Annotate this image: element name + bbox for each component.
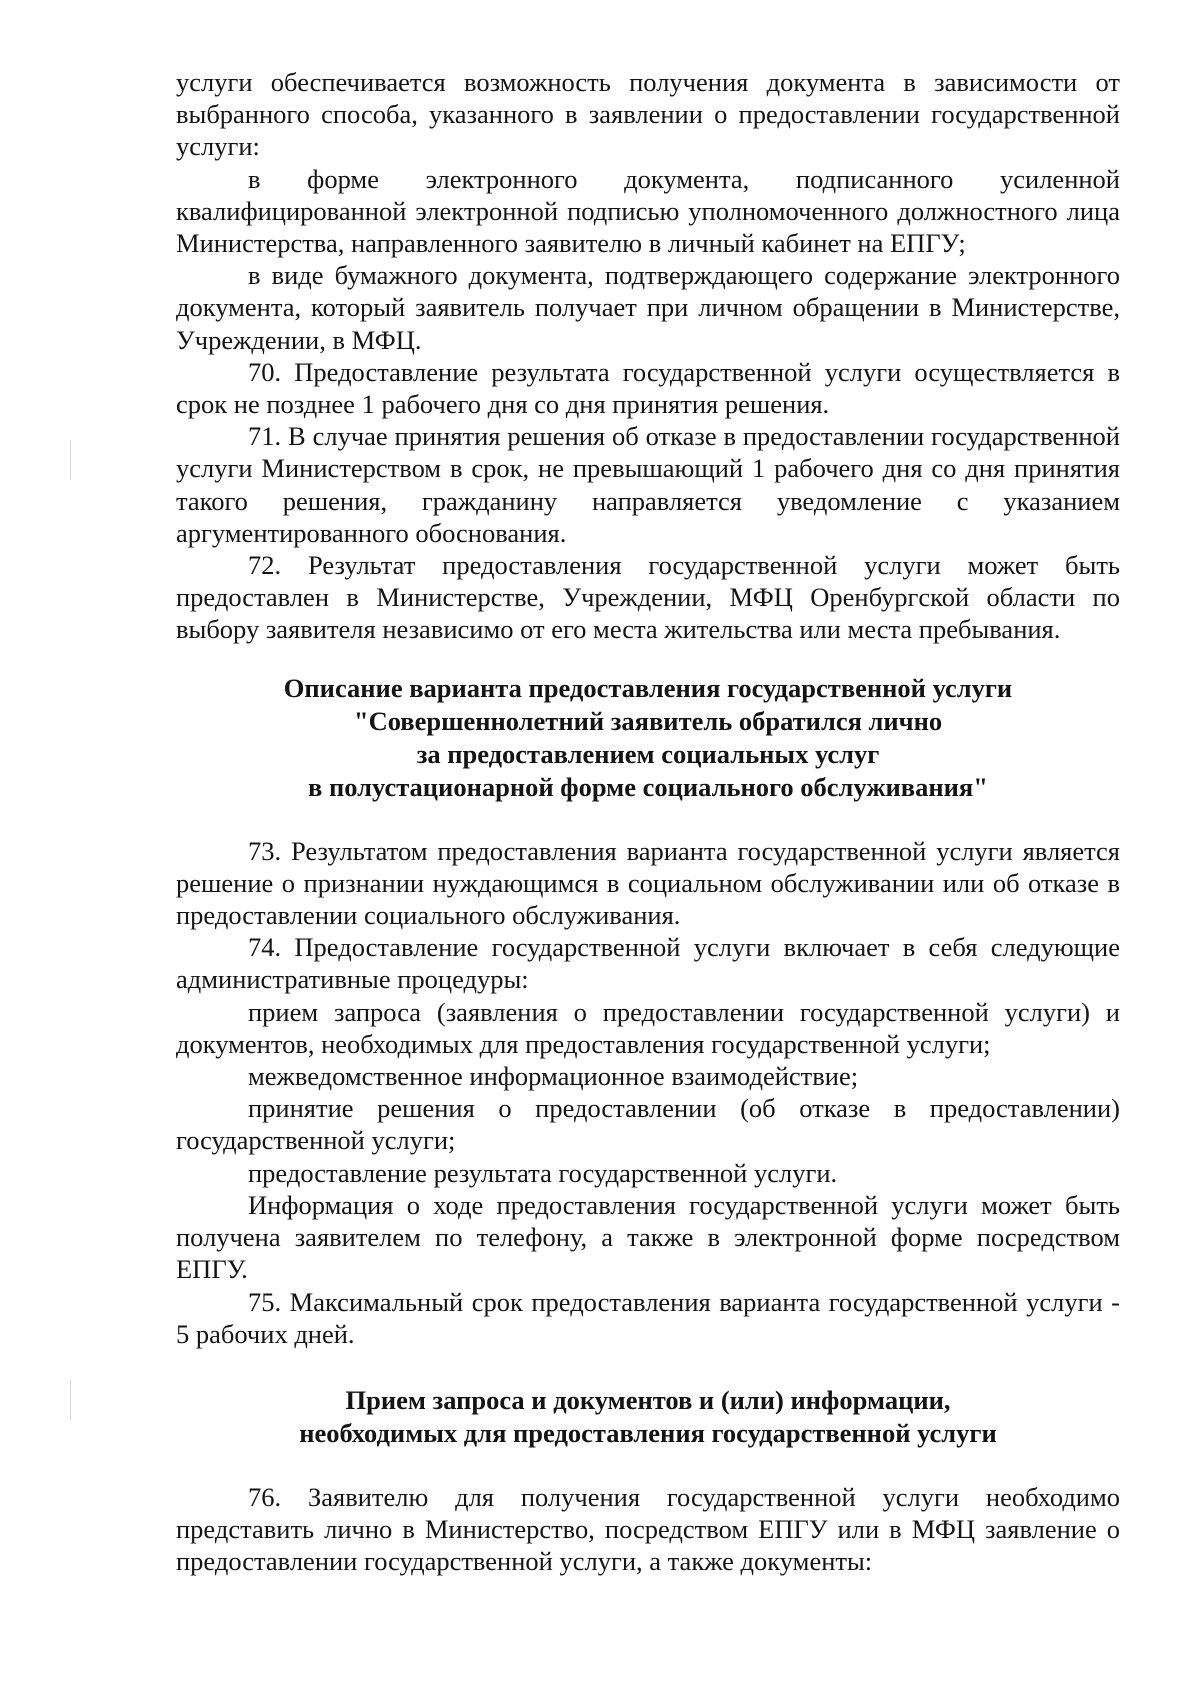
heading-line: Описание варианта предоставления государственной услуги <box>283 672 1013 703</box>
scan-margin-mark <box>70 1380 71 1420</box>
heading-line: за предоставлением социальных услуг <box>416 738 880 769</box>
paragraph: прием запроса (заявления о предоставлении государственной услуги) и документов, необходимых для предоставления государственной услуги; <box>176 996 1120 1059</box>
section-reception <box>176 1481 1120 1578</box>
paragraph: 74. Предоставление государственной услуги включает в себя следующие административные процедуры: <box>176 932 1120 995</box>
paragraph: предоставление результата государственной услуги. <box>248 1157 838 1188</box>
paragraph: межведомственное информационное взаимодействие; <box>248 1061 859 1092</box>
section-variant <box>176 835 1120 1350</box>
paragraph: 70. Предоставление результата государственной услуги осуществляется в срок не позднее 1 рабочего дня со дня принятия решения. <box>176 356 1120 420</box>
paragraph: 76. Заявителю для получения государственной услуги необходимо представить лично в Министерство, посредством ЕПГУ или в МФЦ заявление о предоставлении государственной услуги, а также документы: <box>176 1481 1120 1577</box>
heading-line: Прием запроса и документов и (или) информации, <box>345 1384 951 1415</box>
paragraph: 75. Максимальный срок предоставления варианта государственной услуги - 5 рабочих дней. <box>176 1286 1120 1349</box>
scan-margin-mark <box>70 440 71 480</box>
section-heading-reception <box>176 1384 1120 1450</box>
paragraph: Информация о ходе предоставления государственной услуги может быть получена заявителем по телефону, а также в электронной форме посредством ЕПГУ. <box>176 1189 1120 1285</box>
heading-line: необходимых для предоставления государственной услуги <box>299 1417 997 1448</box>
paragraph: в виде бумажного документа, подтверждающего содержание электронного документа, который заявитель получает при личном обращении в Министерстве, Учреждении, в МФЦ. <box>176 260 1120 355</box>
paragraph: 72. Результат предоставления государственной услуги может быть предоставлен в Министерстве, Учреждении, МФЦ Оренбургской области по выбору заявителя независимо от его места жительства или места пребывания. <box>176 550 1120 645</box>
paragraph: 73. Результатом предоставления варианта государственной услуги является решение о признании нуждающимся в социальном обслуживании или об отказе в предоставлении социального обслуживания. <box>176 835 1120 931</box>
paragraph: в форме электронного документа, подписанного усиленной квалифицированной электронной подписью уполномоченного должностного лица Министерства, направленного заявителю в личный кабинет на ЕПГУ; <box>176 163 1120 259</box>
paragraph: услуги обеспечивается возможность получения документа в зависимости от выбранного способа, указанного в заявлении о предоставлении государственной услуги: <box>176 67 1120 162</box>
heading-line: "Совершеннолетний заявитель обратился лично <box>353 705 943 736</box>
paragraph: принятие решения о предоставлении (об отказе в предоставлении) государственной услуги; <box>176 1093 1120 1156</box>
paragraph: 71. В случае принятия решения об отказе в предоставлении государственной услуги Министерством в срок, не превышающий 1 рабочего дня со дня принятия такого решения, гражданину направляется уведомление с указанием аргументированного обоснования. <box>176 421 1120 548</box>
section-heading-variant <box>176 672 1120 804</box>
heading-line: в полустационарной форме социального обслуживания" <box>308 771 988 802</box>
section-top <box>176 66 1120 646</box>
document-body <box>176 66 1120 1578</box>
